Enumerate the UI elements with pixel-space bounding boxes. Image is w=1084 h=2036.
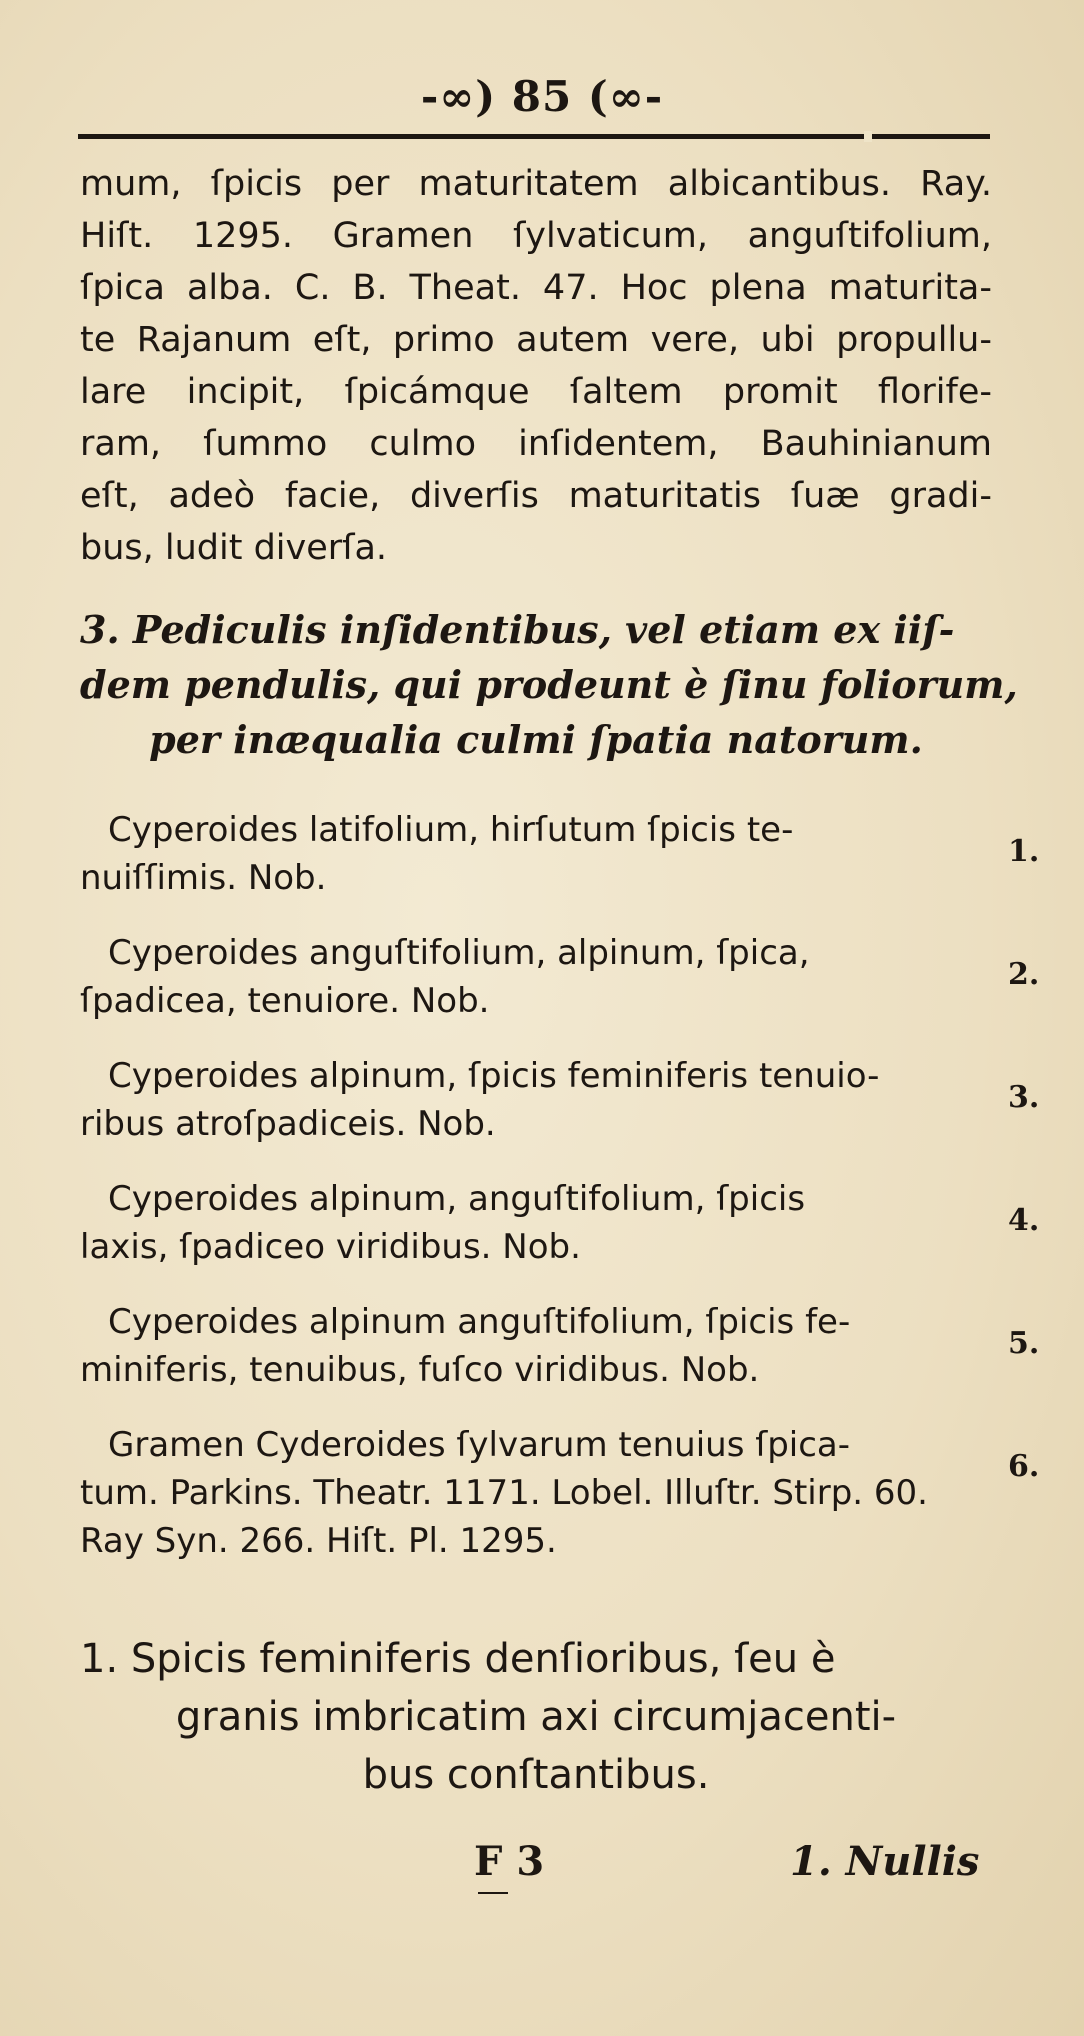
entry-line: ribus atroſpadiceis. Nob.	[80, 1104, 496, 1144]
section-heading-line: 3. Pediculis inſidentibus, vel etiam ex iiſ-	[80, 607, 955, 652]
sub-heading-line: bus conſtantibus.	[362, 1752, 710, 1798]
body-line: ſpica alba. C. B. Theat. 47. Hoc plena maturita-	[80, 268, 992, 308]
species-entry	[80, 1421, 1040, 1565]
entry-number: 5.	[1008, 1326, 1040, 1361]
signature-underline	[478, 1892, 508, 1894]
entry-line: Cyperoides alpinum anguſtifolium, ſpicis fe-	[108, 1302, 851, 1342]
entry-line: laxis, ſpadiceo viridibus. Nob.	[80, 1227, 581, 1267]
entry-line: tum. Parkins. Theatr. 1171. Lobel. Illuſtr. Stirp. 60.	[80, 1473, 928, 1513]
body-paragraph	[80, 158, 992, 574]
entry-number: 3.	[1008, 1080, 1040, 1115]
running-head: -∞) 85 (∞-	[420, 72, 664, 121]
species-entry	[80, 1052, 1040, 1148]
header-rule-break	[864, 131, 872, 142]
sub-heading	[80, 1630, 992, 1804]
entry-line: miniferis, tenuibus, fuſco viridibus. Nob.	[80, 1350, 760, 1390]
species-entry	[80, 806, 1040, 902]
header-rule	[78, 134, 990, 139]
entry-number: 4.	[1008, 1203, 1040, 1238]
body-line: te Rajanum eſt, primo autem vere, ubi propullu-	[80, 320, 992, 360]
species-entry	[80, 1298, 1040, 1394]
entry-line: Cyperoides alpinum, ſpicis feminiferis tenuio-	[108, 1056, 880, 1096]
entry-number: 2.	[1008, 957, 1040, 992]
entry-line: ſpadicea, tenuiore. Nob.	[80, 981, 490, 1021]
entry-number: 6.	[1008, 1449, 1040, 1484]
entry-line: Cyperoides alpinum, anguſtifolium, ſpicis	[108, 1179, 806, 1219]
sub-heading-line: granis imbricatim axi circumjacenti-	[175, 1694, 897, 1740]
body-line: mum, ſpicis per maturitatem albicantibus. Ray.	[80, 164, 992, 204]
entry-line: Ray Syn. 266. Hiſt. Pl. 1295.	[80, 1521, 557, 1561]
signature-mark: F 3	[474, 1838, 545, 1885]
entry-line: Cyperoides anguſtifolium, alpinum, ſpica,	[108, 933, 810, 973]
entry-line: Gramen Cyderoides ſylvarum tenuius ſpica-	[108, 1425, 851, 1465]
body-line: ram, ſummo culmo inſidentem, Bauhinianum	[80, 424, 992, 464]
body-line: eſt, adeò facie, diverſis maturitatis ſuæ gradi-	[80, 476, 992, 516]
body-line: lare incipit, ſpicámque ſaltem promit florife-	[80, 372, 992, 412]
section-heading-line: dem pendulis, qui prodeunt è ſinu foliorum,	[80, 662, 1018, 707]
species-list	[80, 806, 1080, 1592]
catchword: 1. Nullis	[790, 1838, 980, 1885]
species-entry	[80, 1175, 1040, 1271]
entry-line: nuiſſimis. Nob.	[80, 858, 327, 898]
body-line: bus, ludit diverſa.	[80, 528, 388, 568]
section-heading	[80, 602, 1018, 767]
entry-line: Cyperoides latifolium, hirſutum ſpicis te-	[108, 810, 794, 850]
section-heading-line: per inæqualia culmi ſpatia natorum.	[149, 717, 923, 762]
entry-number: 1.	[1008, 834, 1040, 869]
sub-heading-line: 1. Spicis feminiferis denſioribus, ſeu è	[80, 1636, 836, 1682]
page-footer	[0, 1838, 1084, 1898]
body-line: Hiſt. 1295. Gramen ſylvaticum, anguſtifolium,	[80, 216, 992, 256]
species-entry	[80, 929, 1040, 1025]
